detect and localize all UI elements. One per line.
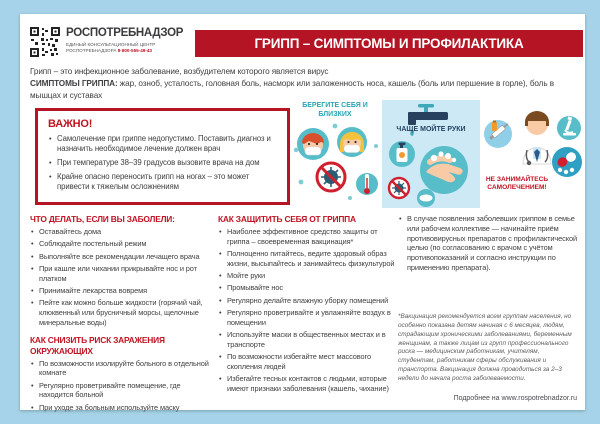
reduce-risk-list: [30, 359, 214, 413]
section-title-sick: ЧТО ДЕЛАТЬ, ЕСЛИ ВЫ ЗАБОЛЕЛИ:: [30, 214, 175, 224]
vaccination-footnote: *Вакцинация рекомендуется всем группам населения, но особенно показана детям начиная с 6 месяцев, людям, страдающим хроническими заболеваниями, беременным женщинам, а также лицам из групп профессионального риска — медицинским работникам, учителям, студентам, работникам сферы обслуживания и транспорта. Вакцинация должна проводиться за 2–3 недели до начала роста заболеваемости.: [398, 312, 572, 383]
intro-text: [30, 66, 578, 102]
list-item: • Используйте маски в общественных местах и в транспорте: [218, 330, 398, 350]
list-item: • Пейте как можно больше жидкости (горячий чай, клюквенный или брусничный морсы, щелочные минеральные воды): [30, 298, 214, 327]
list-item: • Крайне опасно переносить грипп на ногах – это может привести к тяжелым осложнениям: [48, 172, 277, 193]
masked-people-illustration: [288, 122, 382, 206]
column-protect: [218, 214, 398, 396]
antiviral-list: [398, 214, 578, 273]
important-title: ВАЖНО!: [48, 118, 93, 130]
no-virus-icon: [317, 163, 345, 191]
list-item: • Полноценно питайтесь, ведите здоровый образ жизни, высыпайтесь и занимайтесь физкультурой: [218, 249, 398, 269]
protect-family-panel: [288, 102, 382, 208]
list-item: • Промывайте нос: [218, 283, 398, 293]
microscope-icon: [557, 116, 581, 140]
soap-dispenser-icon: [389, 141, 415, 167]
list-item: • Мойте руки: [218, 271, 398, 281]
masked-woman-icon: [337, 127, 367, 157]
list-item: • В случае появления заболевших гриппом в семье или рабочем коллективе — начинайте приём противовирусных препаратов с профилактической целью (по согласованию с врачом с учётом противопоказаний и согласно инструкции по применению препарата).: [398, 214, 578, 273]
symptoms-label: СИМПТОМЫ ГРИППА:: [30, 78, 118, 88]
pills-icon: [552, 147, 582, 177]
website-link: Подробнее на www.rospotrebnadzor.ru: [453, 395, 577, 402]
list-item: • Регулярно проветривайте помещение, где находится больной: [30, 381, 214, 401]
list-item: • По возможности изолируйте больного в отдельной комнате: [30, 359, 214, 379]
agency-subtitle: ЕДИНЫЙ КОНСУЛЬТАЦИОННЫЙ ЦЕНТР РОСПОТРЕБНАДЗОРА 8-800-555-49-43: [66, 41, 156, 53]
hand-washing-illustration: [382, 100, 480, 208]
column-antiviral: [398, 214, 578, 400]
list-item: • Наиболее эффективное средство защиты от гриппа – своевременная вакцинация*: [218, 227, 398, 247]
list-item: • По возможности избегайте мест массового скопления людей: [218, 352, 398, 372]
no-virus-icon: [389, 178, 409, 198]
list-item: • Самолечение при гриппе недопустимо. Поставить диагноз и назначить необходимое лечение должен врач: [48, 134, 277, 155]
list-item: • При уходе за больным используйте маску: [30, 403, 214, 413]
intro-line2: СИМПТОМЫ ГРИППА: жар, озноб, усталость, головная боль, насморк или заложенность носа, кашель (боль или першение в горле), боль в мышцах и суставах: [30, 78, 554, 100]
list-item: • Выполняйте все рекомендации лечащего врача: [30, 252, 214, 262]
poster-title-banner: [195, 30, 583, 57]
section-title-protect: КАК ЗАЩИТИТЬ СЕБЯ ОТ ГРИППА: [218, 214, 356, 224]
important-list: [48, 134, 277, 192]
thermometer-icon: [356, 173, 378, 195]
sick-list: [30, 227, 214, 327]
masked-man-icon: [297, 128, 329, 160]
no-self-medication-caption: НЕ ЗАНИМАЙТЕСЬ САМОЛЕЧЕНИЕМ!: [485, 176, 549, 192]
syringe-icon: [484, 120, 512, 148]
protect-list: [218, 227, 398, 393]
list-item: • Избегайте тесных контактов с людьми, которые имеют признаки заболевания (кашель, чихание): [218, 374, 398, 394]
column-if-sick: [30, 214, 214, 415]
no-self-medication-panel: [483, 100, 583, 208]
wash-hands-caption: ЧАЩЕ МОЙТЕ РУКИ: [396, 126, 466, 133]
important-box: [35, 108, 290, 205]
doctor-icon: [523, 111, 551, 165]
hotline-phone: 8-800-555-49-43: [117, 47, 152, 53]
list-item: • Соблюдайте постельный режим: [30, 239, 214, 249]
section-title-reduce-risk: КАК СНИЗИТЬ РИСК ЗАРАЖЕНИЯ ОКРУЖАЮЩИХ: [30, 335, 165, 356]
soap-bar-icon: [417, 189, 435, 207]
protect-family-caption: БЕРЕГИТЕ СЕБЯ И БЛИЗКИХ: [302, 102, 368, 118]
qr-code: [30, 27, 60, 57]
list-item: • При кашле или чихании прикрывайте нос и рот платком: [30, 264, 214, 284]
list-item: • Принимайте лекарства вовремя: [30, 286, 214, 296]
washing-hands-icon: [420, 146, 468, 194]
agency-logo: [66, 27, 196, 54]
poster-title: ГРИПП – СИМПТОМЫ И ПРОФИЛАКТИКА: [254, 36, 524, 51]
agency-name: РОСПОТРЕБНАДЗОР: [66, 27, 184, 39]
intro-line1: Грипп – это инфекционное заболевание, возбудителем которого является вирус: [30, 67, 329, 76]
poster-card: [20, 14, 585, 410]
list-item: • Регулярно делайте влажную уборку помещений: [218, 296, 398, 306]
list-item: • При температуре 38–39 градусов вызовите врача на дом: [48, 158, 277, 168]
list-item: • Оставайтесь дома: [30, 227, 214, 237]
wash-hands-panel: [382, 100, 480, 208]
list-item: • Регулярно проветривайте и увлажняйте воздух в помещении: [218, 308, 398, 328]
